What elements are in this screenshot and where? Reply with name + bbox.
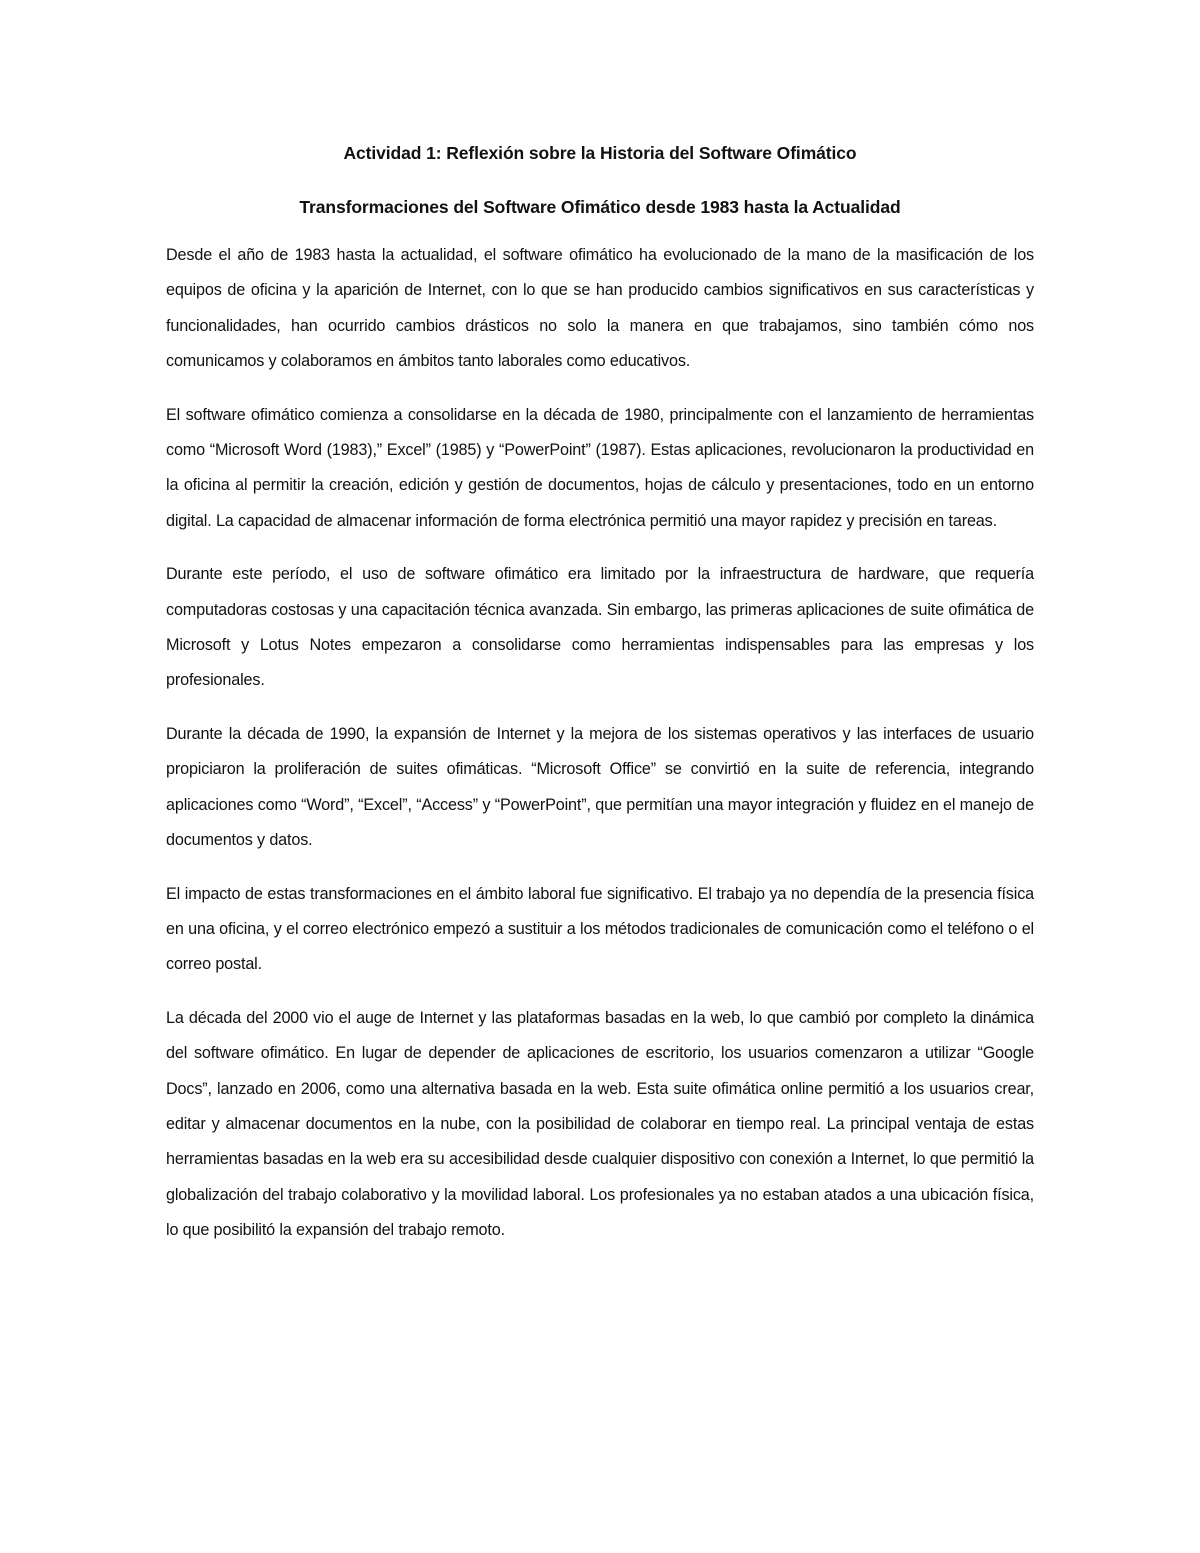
- document-body: [166, 238, 1034, 1249]
- paragraph-1990s: Durante la década de 1990, la expansión de Internet y la mejora de los sistemas operativos y las interfaces de usuario propiciaron la proliferación de suites ofimáticas. “Microsoft Office” se convirtió en la suite de referencia, integrando aplicaciones como “Word”, “Excel”, “Access” y “PowerPoint”, que permitían una mayor integración y fluidez en el manejo de documentos y datos.: [166, 724, 1034, 850]
- paragraph-1980s: El software ofimático comienza a consolidarse en la década de 1980, principalmente con el lanzamiento de herramientas como “Microsoft Word (1983),” Excel” (1985) y “PowerPoint” (1987). Estas aplicaciones, revolucionaron la productividad en la oficina al permitir la creación, edición y gestión de documentos, hojas de cálculo y presentaciones, todo en un entorno digital. La capacidad de almacenar información de forma electrónica permitió una mayor rapidez y precisión en tareas.: [166, 405, 1034, 530]
- page-title: Actividad 1: Reflexión sobre la Historia del Software Ofimático: [343, 143, 857, 163]
- document-content: [166, 138, 1034, 1267]
- page-subtitle: Transformaciones del Software Ofimático desde 1983 hasta la Actualidad: [299, 197, 901, 217]
- paragraph-labor-impact: El impacto de estas transformaciones en el ámbito laboral fue significativo. El trabajo ya no dependía de la presencia física en una oficina, y el correo electrónico empezó a sustituir a los métodos tradicionales de comunicación como el teléfono o el correo postal.: [166, 884, 1034, 974]
- paragraph-early-period: Durante este período, el uso de software ofimático era limitado por la infraestructura de hardware, que requería computadoras costosas y una capacitación técnica avanzada. Sin embargo, las primeras aplicaciones de suite ofimática de Microsoft y Lotus Notes empezaron a consolidarse como herramientas indispensables para las empresas y los profesionales.: [166, 565, 1034, 690]
- paragraph-2000s: La década del 2000 vio el auge de Internet y las plataformas basadas en la web, lo que cambió por completo la dinámica del software ofimático. En lugar de depender de aplicaciones de escritorio, los usuarios comenzaron a utilizar “Google Docs”, lanzado en 2006, como una alternativa basada en la web. Esta suite ofimática online permitió a los usuarios crear, editar y almacenar documentos en la nube, con la posibilidad de colaborar en tiempo real. La principal ventaja de estas herramientas basadas en la web era su accesibilidad desde cualquier dispositivo con conexión a Internet, lo que permitió la globalización del trabajo colaborativo y la movilidad laboral. Los profesionales ya no estaban atados a una ubicación física, lo que posibilitó la expansión del trabajo remoto.: [166, 1008, 1034, 1240]
- paragraph-intro: Desde el año de 1983 hasta la actualidad, el software ofimático ha evolucionado de la mano de la masificación de los equipos de oficina y la aparición de Internet, con lo que se han producido cambios significativos en sus características y funcionalidades, han ocurrido cambios drásticos no solo la manera en que trabajamos, sino también cómo nos comunicamos y colaboramos en ámbitos tanto laborales como educativos.: [166, 246, 1034, 371]
